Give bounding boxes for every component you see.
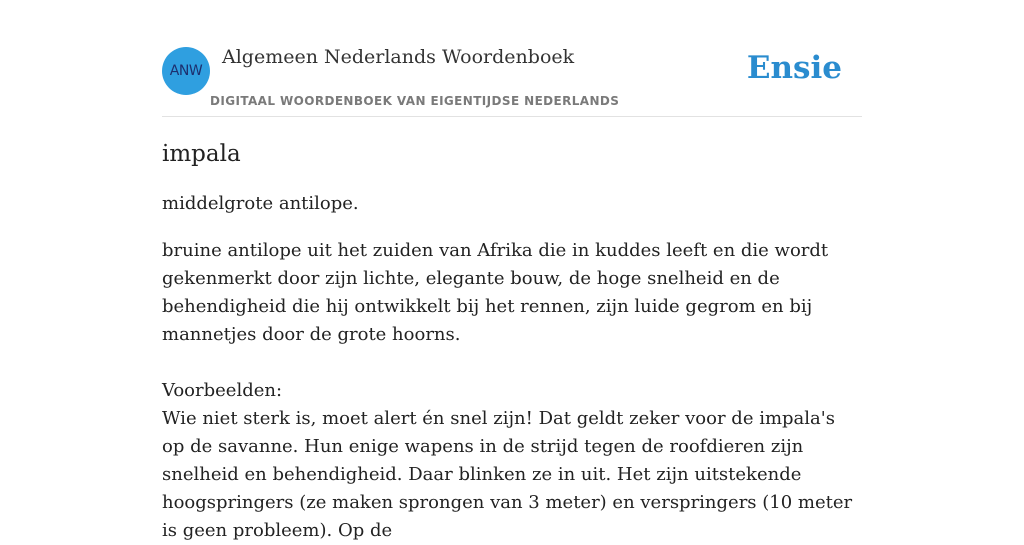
example-text: Wie niet sterk is, moet alert én snel zijn! Dat geldt zeker voor de impala's op de savanne. Hun enige wapens in de strijd tegen de roofdieren zijn snelheid en behendigheid. Daar blinken ze in uit. Het zijn uitstekende hoogspringers (ze maken sprongen van 3 meter) en verspringers (10 meter is geen probleem). Op de — [162, 408, 853, 541]
long-definition: bruine antilope uit het zuiden van Afrika die in kuddes leeft en die wordt gekenmerkt door zijn lichte, elegante bouw, de hoge snelheid en de behendigheid die hij ontwikkelt bij het rennen, zijn luide gegrom en bij mannetjes door de grote hoorns. — [162, 240, 829, 345]
short-definition: middelgrote antilope. — [162, 193, 359, 214]
site-header — [162, 0, 862, 117]
anw-logo[interactable] — [162, 47, 210, 95]
site-subtitle: DIGITAAL WOORDENBOEK VAN EIGENTIJDSE NEDERLANDS — [210, 94, 620, 108]
ensie-brand-link[interactable]: Ensie — [746, 50, 842, 86]
examples-label: Voorbeelden: — [162, 380, 283, 401]
entry-headword: impala — [162, 141, 241, 167]
entry-content — [162, 138, 862, 545]
logo-text: ANW — [169, 63, 203, 79]
site-title[interactable]: Algemeen Nederlands Woordenboek — [222, 46, 575, 68]
